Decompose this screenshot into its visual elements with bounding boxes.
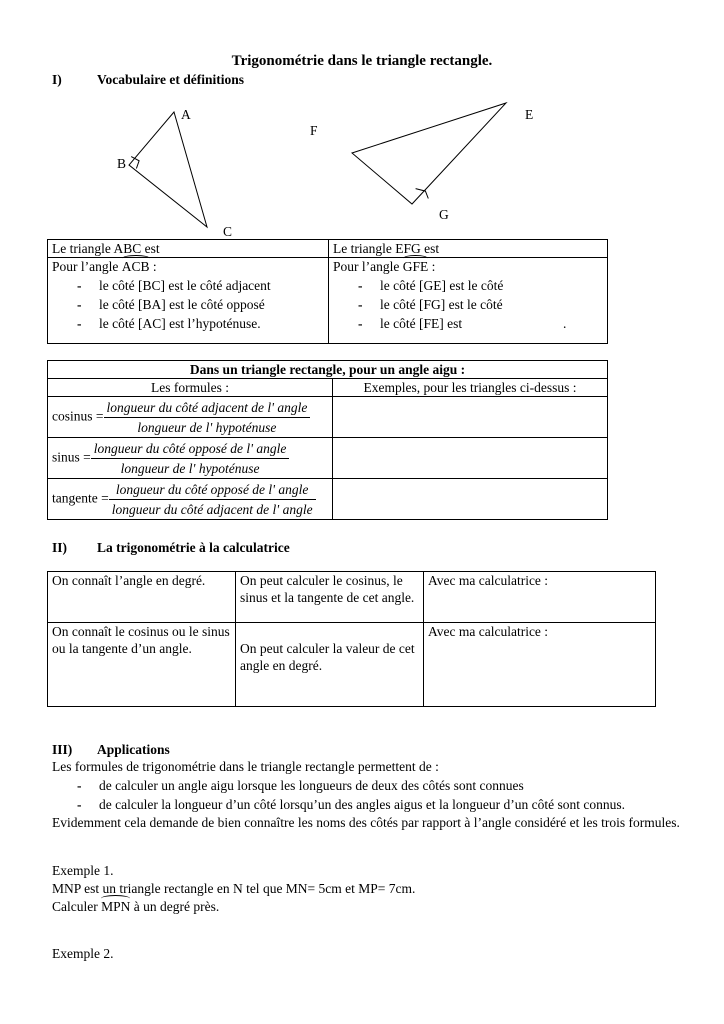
- applications-intro: Les formules de trigonométrie dans le triangle rectangle permettent de :: [52, 759, 439, 774]
- example-1-label: Exemple 1.: [52, 863, 114, 878]
- applications-paragraph: Evidemment cela demande de bien connaître les noms des côtés par rapport à l’angle considéré et les trois formules.: [52, 815, 680, 830]
- applications-body: [52, 758, 682, 832]
- angle-acb-line: Pour l’angle ACB :: [52, 259, 157, 274]
- point-label-e: E: [525, 107, 534, 122]
- point-label-f: F: [310, 123, 318, 138]
- list-item: - le côté [BA] est le côté opposé: [77, 297, 265, 312]
- tangente-formula: tangente = $\frac{\text{longueur du côté opposé de l' angle}}{\text{longueur du côté adjacent de l' angle}}$: [48, 479, 333, 520]
- section-2-title: La trigonométrie à la calculatrice: [97, 540, 290, 555]
- page-title: Trigonométrie dans le triangle rectangle.: [231, 53, 493, 69]
- angle-acb: ACB: [121, 259, 150, 274]
- vocab-header-efg: Le triangle EFG est: [329, 240, 608, 258]
- angle-mpn: MPN: [101, 899, 131, 914]
- section-3-title: Applications: [97, 742, 170, 757]
- list-item: - de calculer un angle aigu lorsque les longueurs de deux des côtés sont connues: [77, 778, 524, 793]
- sinus-formula: sinus = $\frac{\text{longueur du côté opposé de l' angle}}{\text{longueur de l' hypoténuse}}$: [48, 438, 333, 479]
- right-angle-mark-b: [131, 157, 139, 169]
- tangente-fraction: $\frac{\text{longueur du côté opposé de l' angle}}{\text{longueur du côté adjacent de l' angle}}$: [109, 481, 316, 518]
- formula-table: [47, 360, 608, 520]
- section-3-number: III): [52, 742, 73, 757]
- vocab-header-abc: Le triangle ABC est: [48, 240, 329, 258]
- point-label-c: C: [223, 224, 233, 239]
- example-1: [52, 862, 682, 916]
- example-1-line-1: MNP est un triangle rectangle en N tel que MN= 5cm et MP= 7cm.: [52, 881, 416, 896]
- cosinus-formula: cosinus = $\frac{\text{longueur du côté adjacent de l' angle}}{\text{longueur de l' hypoténuse}}$: [48, 397, 333, 438]
- section-1-heading: [52, 72, 244, 88]
- vocab-table: [47, 239, 608, 344]
- list-item: - le côté [BC] est le côté adjacent: [77, 278, 271, 293]
- list-item: - de calculer la longueur d’un côté lorsqu’un des angles aigus et la longueur d’un côté sont connus.: [77, 797, 625, 812]
- vocab-cell-efg: [329, 258, 608, 344]
- applications-list: [52, 776, 682, 814]
- calc-r1c1: On connaît l’angle en degré.: [48, 572, 236, 623]
- triangle-efg: [352, 103, 506, 204]
- example-2-label: Exemple 2.: [52, 946, 114, 961]
- list-item: - le côté [GE] est le côté: [358, 278, 504, 293]
- example-col-header: Exemples, pour les triangles ci-dessus :: [333, 379, 608, 397]
- formula-table-title: Dans un triangle rectangle, pour un angle aigu :: [48, 361, 608, 379]
- triangle-abc: [129, 112, 207, 227]
- section-3-heading: [52, 742, 170, 758]
- cosinus-example-cell[interactable]: [333, 397, 608, 438]
- sinus-fraction: $\frac{\text{longueur du côté opposé de l' angle}}{\text{longueur de l' hypoténuse}}$: [91, 440, 290, 477]
- point-label-b: B: [117, 156, 127, 171]
- calc-r2c2: On peut calculer la valeur de cet angle en degré.: [236, 623, 424, 707]
- list-item: - le côté [FG] est le côté: [358, 297, 503, 312]
- list-item: - le côté [FE] est .: [358, 316, 567, 331]
- point-label-g: G: [439, 207, 449, 222]
- section-2-number: II): [52, 540, 68, 555]
- triangles-figure: [0, 95, 724, 245]
- vocab-list-efg: [333, 276, 603, 333]
- section-1-title: Vocabulaire et définitions: [97, 72, 245, 87]
- tangente-example-cell[interactable]: [333, 479, 608, 520]
- vocab-list-abc: [52, 276, 324, 333]
- trailing-dot: .: [563, 316, 567, 331]
- calc-r1c2: On peut calculer le cosinus, le sinus et la tangente de cet angle.: [236, 572, 424, 623]
- section-1-number: I): [52, 72, 62, 87]
- angle-gfe-line: Pour l’angle GFE :: [333, 259, 436, 274]
- list-item: - le côté [AC] est l’hypoténuse.: [77, 316, 261, 331]
- point-label-a: A: [181, 107, 191, 122]
- cosinus-fraction: $\frac{\text{longueur du côté adjacent de l' angle}}{\text{longueur de l' hypoténuse}}$: [104, 399, 311, 436]
- calc-table: [47, 571, 656, 707]
- angle-gfe: GFE: [402, 259, 429, 274]
- calc-r2c1: On connaît le cosinus ou le sinus ou la tangente d’un angle.: [48, 623, 236, 707]
- section-2-heading: [52, 540, 290, 556]
- example-1-line-2: Calculer MPN à un degré près.: [52, 899, 220, 914]
- calc-r1c3: Avec ma calculatrice :: [424, 572, 656, 623]
- sinus-example-cell[interactable]: [333, 438, 608, 479]
- formula-col-header: Les formules :: [48, 379, 333, 397]
- vocab-cell-abc: [48, 258, 329, 344]
- calc-r2c3: Avec ma calculatrice :: [424, 623, 656, 707]
